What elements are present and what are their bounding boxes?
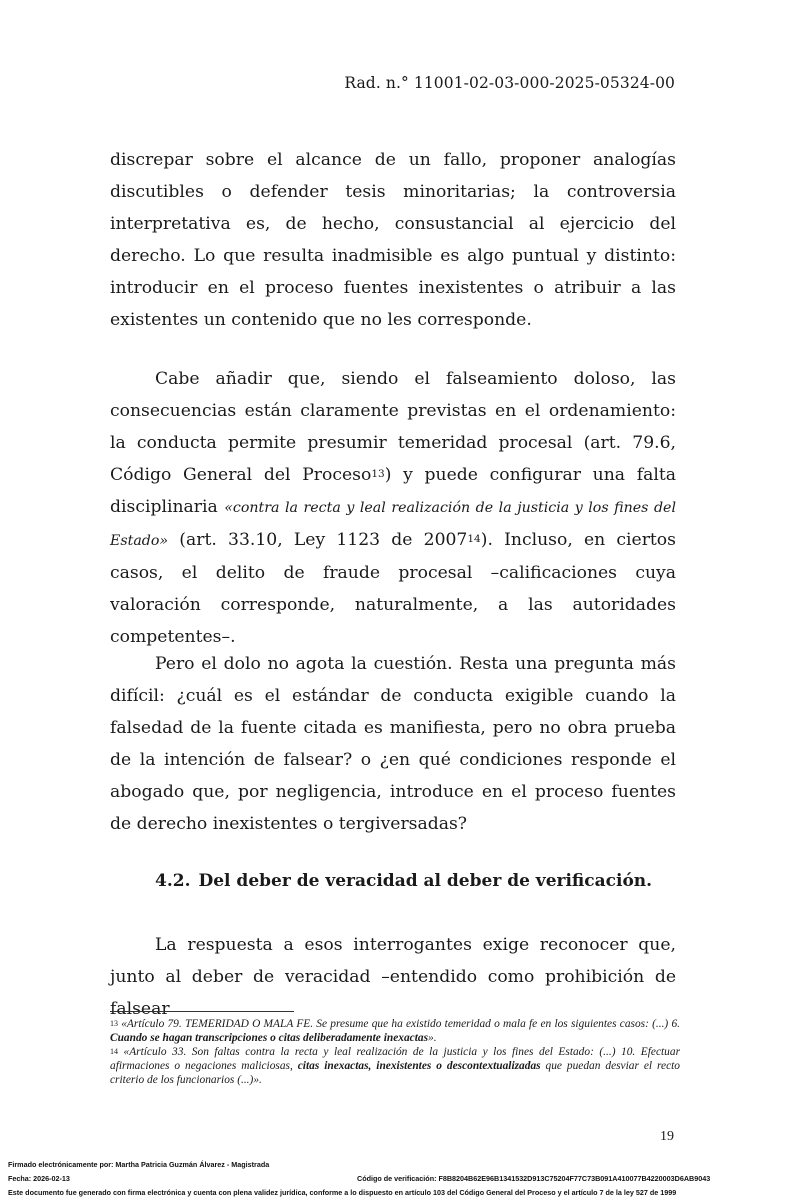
footnote-13 — [110, 1017, 680, 1045]
body-paragraph-1 — [110, 144, 676, 336]
footnote-number: 14 — [110, 1047, 118, 1056]
section-title: Del deber de veracidad al deber de verificación. — [198, 871, 653, 891]
footnotes — [110, 1017, 680, 1087]
paragraph-segment: (art. 33.10, Ley 1123 de 2007 — [168, 530, 468, 550]
paragraph-text: discrepar sobre el alcance de un fallo, proponer analogías discutibles o defender tesis minoritarias; la controversia interpretativa es, de hecho, consustancial al ejercicio del derecho. Lo que resulta inadmisible es algo puntual y distinto: introducir en el proceso fuentes inexistentes o atribuir a las existentes un contenido que no les corresponde. — [110, 150, 676, 330]
footnote-emphasis: citas inexactas, inexistentes o descontextualizadas — [297, 1060, 541, 1072]
verification-code: Código de verificación: F8B8204B62E96B1341532D913C75204F77C73B091A410077B4220003D6AB9043 — [357, 1174, 711, 1183]
footnote-ref-14[interactable]: 14 — [467, 533, 481, 545]
footnote-text: ». — [428, 1032, 437, 1044]
footnote-emphasis: Cuando se hagan transcripciones o citas deliberadamente inexactas — [110, 1032, 429, 1044]
footnote-14 — [110, 1045, 680, 1087]
paragraph-segment: ) y puede configurar una falta disciplinaria — [110, 465, 676, 517]
inline-quote: «contra la recta y leal realización de la justicia y los fines del Estado» — [110, 500, 676, 549]
signature-signer: Firmado electrónicamente por: Martha Patricia Guzmán Álvarez - Magistrada — [8, 1160, 270, 1169]
section-heading — [155, 871, 652, 891]
section-number: 4.2. — [155, 871, 191, 891]
case-number-header: Rad. n.° 11001-02-03-000-2025-05324-00 — [344, 74, 675, 92]
body-paragraph-3 — [110, 648, 676, 840]
paragraph-segment: Cabe añadir que, siendo el falseamiento doloso, las consecuencias están claramente previstas en el ordenamiento: la conducta permite presumir temeridad procesal (art. 79.6, Código General del Proceso — [110, 369, 676, 485]
paragraph-segment: ). Incluso, en ciertos casos, el delito de fraude procesal –calificaciones cuya valoración corresponde, naturalmente, a las autoridades competentes–. — [110, 530, 676, 647]
paragraph-text: La respuesta a esos interrogantes exige reconocer que, junto al deber de veracidad –entendido como prohibición de falsear — [110, 935, 676, 1019]
paragraph-text — [110, 363, 676, 653]
footnote-text: que puedan desviar el recto criterio de los funcionarios (...)». — [110, 1060, 680, 1086]
footnote-divider — [110, 1011, 294, 1012]
page-number: 19 — [660, 1129, 674, 1144]
footnote-ref-13[interactable]: 13 — [371, 468, 385, 480]
signature-date: Fecha: 2026-02-13 — [8, 1174, 70, 1183]
validity-notice: Este documento fue generado con firma electrónica y cuenta con plena validez jurídica, conforme a lo dispuesto en artículo 103 del Código General del Proceso y el artículo 7 de la ley 527 de 1999 — [8, 1188, 677, 1197]
paragraph-text: Pero el dolo no agota la cuestión. Resta una pregunta más difícil: ¿cuál es el estándar de conducta exigible cuando la falsedad de la fuente citada es manifiesta, pero no obra prueba de la intención de falsear? o ¿en qué condiciones responde el abogado que, por negligencia, introduce en el proceso fuentes de derecho inexistentes o tergiversadas? — [110, 654, 676, 834]
footnote-text: «Artículo 79. TEMERIDAD O MALA FE. Se presume que ha existido temeridad o mala fe en los siguientes casos: (...) 6. — [118, 1018, 680, 1030]
footnote-number: 13 — [110, 1019, 118, 1028]
body-paragraph-2 — [110, 363, 676, 653]
footnote-text: «Artículo 33. Son faltas contra la recta y leal realización de la justicia y los fines del Estado: (...) 10. Efectuar afirmaciones o negaciones maliciosas, — [110, 1046, 680, 1072]
